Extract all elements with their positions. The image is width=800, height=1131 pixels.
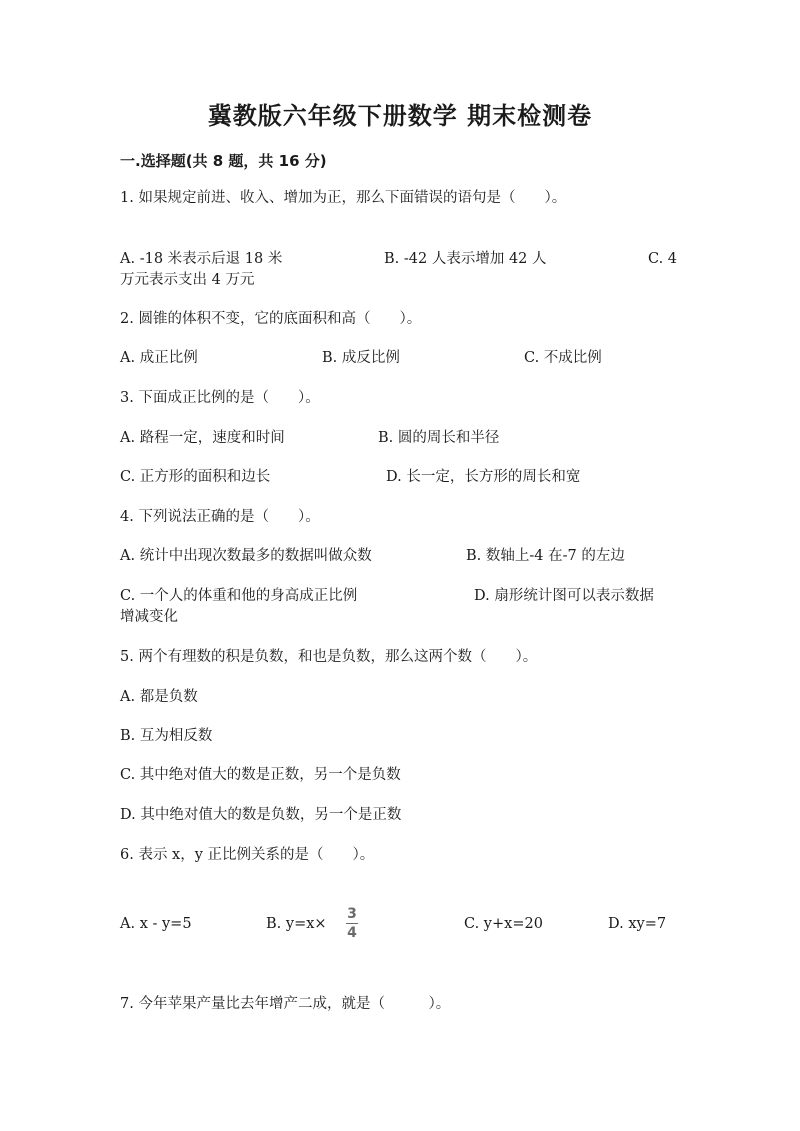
fraction-bar (346, 923, 358, 924)
page-title: 冀教版六年级下册数学 期末检测卷 (207, 102, 593, 130)
question-1-stem: 1. 如果规定前进、收入、增加为正，那么下面错误的语句是（ ）。 (120, 190, 567, 206)
question-1-option-b: B. -42 人表示增加 42 人 (384, 251, 547, 267)
question-4-option-b: B. 数轴上-4 在-7 的左边 (466, 548, 625, 564)
question-3-option-c: C. 正方形的面积和边长 (120, 469, 271, 485)
question-1-option-a: A. -18 米表示后退 18 米 (120, 251, 283, 267)
question-3-stem: 3. 下面成正比例的是（ ）。 (120, 390, 320, 406)
question-4-option-a: A. 统计中出现次数最多的数据叫做众数 (120, 548, 372, 564)
fraction-numerator: 3 (347, 906, 357, 922)
question-3-option-b: B. 圆的周长和半径 (378, 430, 500, 446)
fraction-three-quarters (340, 906, 364, 941)
question-4-option-d: D. 扇形统计图可以表示数据 (474, 588, 654, 604)
question-6-stem: 6. 表示 x，y 正比例关系的是（ ）。 (120, 847, 375, 863)
question-6-option-b: B. y=x× (266, 916, 327, 932)
question-4-option-d-continued: 增减变化 (120, 609, 178, 625)
question-3-option-d: D. 长一定，长方形的周长和宽 (386, 469, 581, 485)
question-4-stem: 4. 下列说法正确的是（ ）。 (120, 509, 320, 525)
question-5-option-a: A. 都是负数 (120, 689, 198, 705)
question-1-option-c-continued: 万元表示支出 4 万元 (120, 272, 255, 288)
question-6-option-d: D. xy=7 (608, 916, 667, 932)
question-2-stem: 2. 圆锥的体积不变，它的底面积和高（ ）。 (120, 311, 422, 327)
question-2-option-c: C. 不成比例 (524, 350, 602, 366)
section-heading: 一.选择题(共 8 题，共 16 分) (120, 152, 327, 170)
question-2-option-b: B. 成反比例 (322, 350, 400, 366)
question-5-option-d: D. 其中绝对值大的数是负数，另一个是正数 (120, 807, 402, 823)
question-1-option-c: C. 4 (648, 251, 678, 267)
question-2-option-a: A. 成正比例 (120, 350, 198, 366)
question-6-option-a: A. x - y=5 (120, 916, 192, 932)
question-5-option-b: B. 互为相反数 (120, 728, 213, 744)
question-3-option-a: A. 路程一定，速度和时间 (120, 430, 285, 446)
question-5-option-c: C. 其中绝对值大的数是正数，另一个是负数 (120, 767, 401, 783)
question-7-stem: 7. 今年苹果产量比去年增产二成，就是（ ）。 (120, 996, 451, 1012)
question-5-stem: 5. 两个有理数的积是负数，和也是负数，那么这两个数（ ）。 (120, 649, 538, 665)
fraction-denominator: 4 (347, 925, 357, 941)
question-6-option-c: C. y+x=20 (464, 916, 543, 932)
question-4-option-c: C. 一个人的体重和他的身高成正比例 (120, 588, 358, 604)
